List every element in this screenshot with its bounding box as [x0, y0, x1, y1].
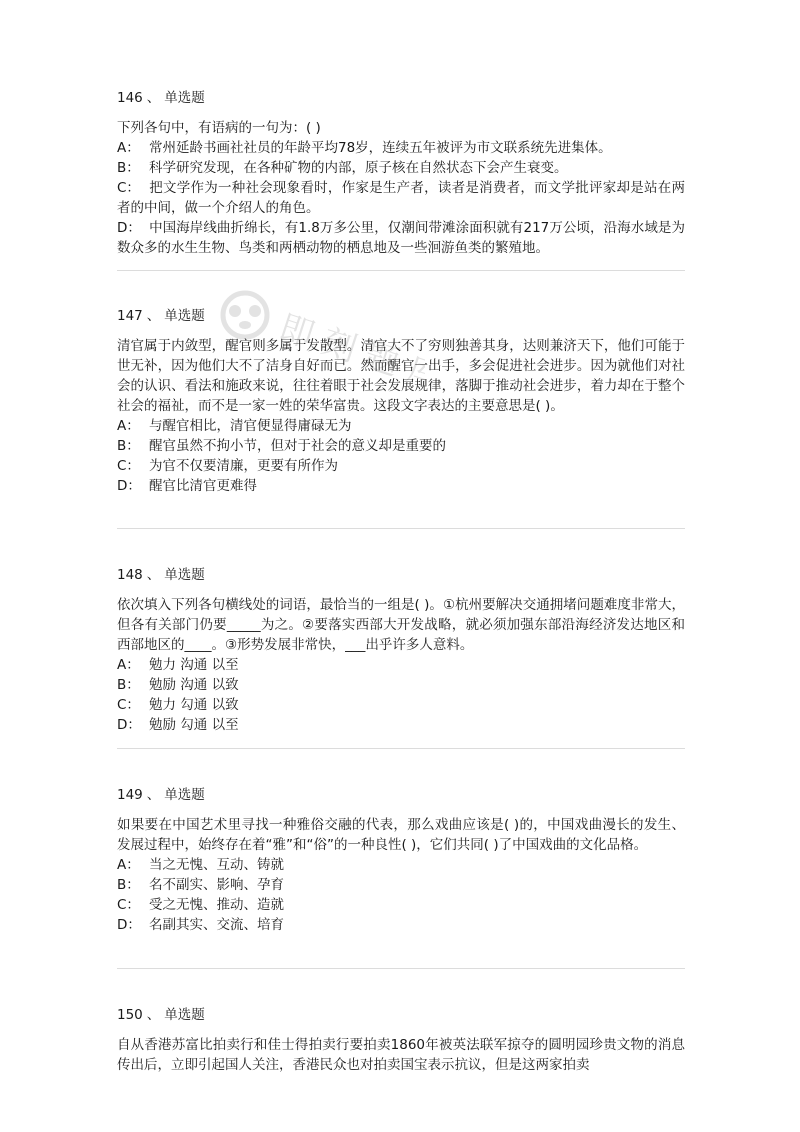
question-separator: 、: [146, 567, 161, 583]
option-letter: C：: [117, 458, 140, 474]
question-header: [117, 1005, 685, 1025]
question-type: 单选题: [164, 90, 205, 106]
question-type: 单选题: [164, 567, 205, 583]
option-text: 醒官虽然不拘小节，但对于社会的意义却是重要的: [149, 438, 446, 454]
option-d[interactable]: [117, 476, 685, 496]
question-149: [117, 785, 685, 935]
option-letter: B：: [117, 877, 140, 893]
option-text: 常州延龄书画社社员的年龄平均78岁，连续五年被评为市文联系统先进集体。: [149, 140, 612, 156]
option-letter: A：: [117, 140, 140, 156]
question-separator: 、: [146, 1007, 161, 1023]
question-146: [117, 88, 685, 258]
option-text: 受之无愧、推动、造就: [149, 897, 284, 913]
option-letter: D：: [117, 717, 141, 733]
option-text: 名副其实、交流、培育: [149, 917, 284, 933]
option-d[interactable]: [117, 218, 685, 258]
option-b[interactable]: [117, 875, 685, 895]
question-divider: [117, 528, 685, 529]
question-148: [117, 565, 685, 735]
watermark-text: 即 刻 题 库: [274, 307, 425, 398]
option-letter: D：: [117, 220, 141, 236]
question-stem: 自从香港苏富比拍卖行和佳士得拍卖行要拍卖1860年被英法联军掠夺的圆明园珍贵文物的消息传出后，立即引起国人关注，香港民众也对拍卖国宝表示抗议，但是这两家拍卖: [117, 1037, 685, 1073]
question-stem: 下列各句中，有语病的一句为：( ): [117, 120, 321, 136]
option-letter: A：: [117, 657, 140, 673]
question-type: 单选题: [164, 1007, 205, 1023]
option-b[interactable]: [117, 675, 685, 695]
question-147: [117, 306, 685, 496]
option-letter: A：: [117, 418, 140, 434]
option-text: 名不副实、影响、孕育: [149, 877, 284, 893]
option-text: 勉励 勾通 以至: [149, 717, 239, 733]
option-b[interactable]: [117, 436, 685, 456]
option-text: 把文学作为一种社会现象看时，作家是生产者，读者是消费者，而文学批评家却是站在两者的中间，做一个介绍人的角色。: [117, 180, 685, 216]
option-c[interactable]: [117, 456, 685, 476]
question-header: [117, 785, 685, 805]
question-stem: 清官属于内敛型，醒官则多属于发散型。清官大不了穷则独善其身，达则兼济天下，他们可能于世无补，因为他们大不了洁身自好而已。然而醒官一出手，多会促进社会进步。因为就他们对社会的认识、看法和施政来说，往往着眼于社会发展规律，落脚于推动社会进步，着力却在于整个社会的福祉，而不是一家一姓的荣华富贵。这段文字表达的主要意思是( )。: [117, 338, 685, 414]
question-number: 146: [117, 90, 143, 106]
question-type: 单选题: [164, 787, 205, 803]
option-c[interactable]: [117, 178, 685, 218]
option-text: 为官不仅要清廉，更要有所作为: [149, 458, 338, 474]
option-a[interactable]: [117, 655, 685, 675]
option-text: 当之无愧、互动、铸就: [149, 857, 284, 873]
question-divider: [117, 748, 685, 749]
option-a[interactable]: [117, 855, 685, 875]
option-c[interactable]: [117, 695, 685, 715]
option-letter: B：: [117, 438, 140, 454]
question-150: [117, 1005, 685, 1075]
option-letter: D：: [117, 478, 141, 494]
question-divider: [117, 270, 685, 271]
option-text: 醒官比清官更难得: [149, 478, 257, 494]
option-d[interactable]: [117, 915, 685, 935]
option-letter: B：: [117, 160, 140, 176]
option-b[interactable]: [117, 158, 685, 178]
question-number: 147: [117, 308, 143, 324]
question-header: [117, 306, 685, 326]
option-text: 与醒官相比，清官便显得庸碌无为: [149, 418, 352, 434]
question-stem: 依次填入下列各句横线处的词语，最恰当的一组是( )。①杭州要解决交通拥堵问题难度非常大，但各有关部门仍要_____为之。②要落实西部大开发战略，就必须加强东部沿海经济发达地区和西部地区的____。③形势发展非常快，___出乎许多人意料。: [117, 597, 685, 653]
question-header: [117, 565, 685, 585]
option-text: 勉力 沟通 以至: [149, 657, 239, 673]
question-type: 单选题: [164, 308, 205, 324]
question-stem: 如果要在中国艺术里寻找一种雅俗交融的代表，那么戏曲应该是( )的，中国戏曲漫长的发生、发展过程中，始终存在着“雅”和“俗”的一种良性( )，它们共同( )了中国戏曲的文化品格。: [117, 817, 685, 853]
question-separator: 、: [146, 90, 161, 106]
question-divider: [117, 968, 685, 969]
option-d[interactable]: [117, 715, 685, 735]
question-number: 148: [117, 567, 143, 583]
option-text: 中国海岸线曲折绵长，有1.8万多公里，仅潮间带滩涂面积就有217万公顷，沿海水域是为数众多的水生生物、鸟类和两栖动物的栖息地及一些洄游鱼类的繁殖地。: [117, 220, 685, 256]
question-number: 149: [117, 787, 143, 803]
option-letter: C：: [117, 180, 140, 196]
option-c[interactable]: [117, 895, 685, 915]
question-separator: 、: [146, 308, 161, 324]
option-letter: D：: [117, 917, 141, 933]
question-header: [117, 88, 685, 108]
question-separator: 、: [146, 787, 161, 803]
option-letter: C：: [117, 697, 140, 713]
option-text: 勉励 沟通 以致: [149, 677, 239, 693]
question-number: 150: [117, 1007, 143, 1023]
option-text: 勉力 勾通 以致: [149, 697, 239, 713]
option-a[interactable]: [117, 138, 685, 158]
option-letter: C：: [117, 897, 140, 913]
option-a[interactable]: [117, 416, 685, 436]
option-letter: A：: [117, 857, 140, 873]
option-letter: B：: [117, 677, 140, 693]
option-text: 科学研究发现，在各种矿物的内部，原子核在自然状态下会产生衰变。: [149, 160, 568, 176]
